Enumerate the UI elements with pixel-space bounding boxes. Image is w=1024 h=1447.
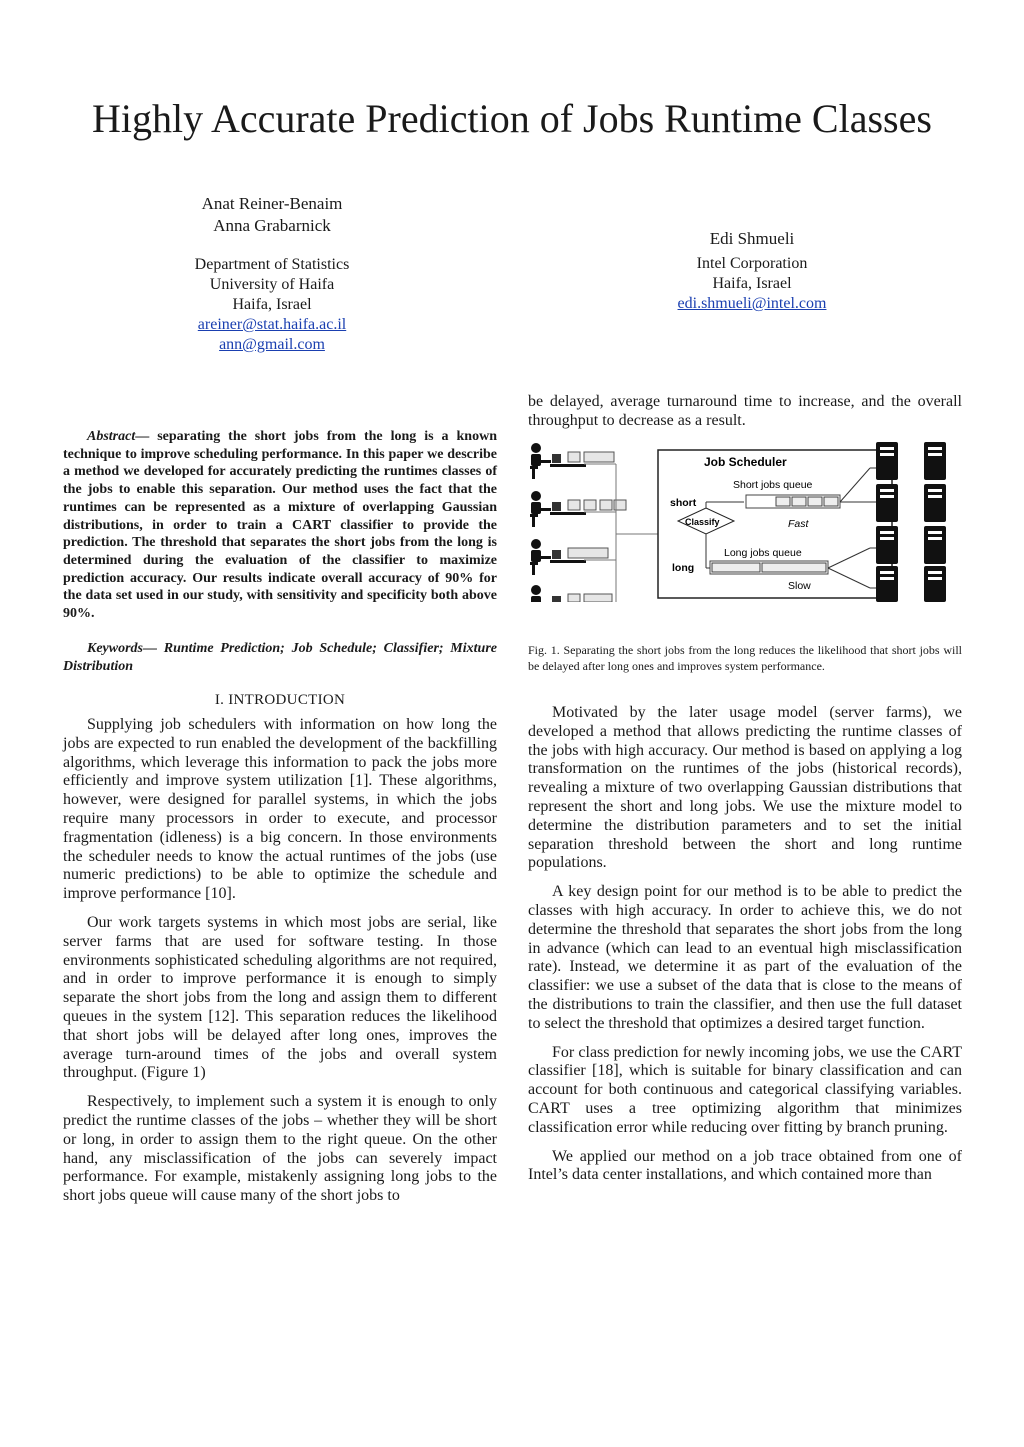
server-icon <box>924 484 946 522</box>
author-organization: Intel Corporation <box>696 255 808 272</box>
paragraph: For class prediction for newly incoming jobs, we use the CART classifier [18], which is suitable for binary classification and can account for both continuous and categorical classifying variables. CART uses a tree optimizing algorithm that minimizes classification error while reducing over fitting by branch pruning. <box>528 1043 962 1136</box>
author-university: University of Haifa <box>209 276 335 293</box>
fast-label: Fast <box>788 518 809 530</box>
keywords <box>63 640 497 675</box>
paragraph: Respectively, to implement such a system it is enough to only predict the runtime classes of the jobs – whether they will be short or long, in order to assign them to the right queue. On the other hand, any misclassification of the jobs can severely impact performance. For example, mistakenly assigning long jobs to the short jobs queue will cause many of the short jobs to <box>63 1093 497 1205</box>
authors-left <box>144 193 400 355</box>
author-department: Department of Statistics <box>194 256 350 273</box>
paragraph: Our work targets systems in which most jobs are serial, like server farms that are used for software testing. In those environments sophisticated scheduling algorithms are not required, and in order to improve performance it is enough to simply separate the short jobs from the long and assign them to different queues in the system [12]. This separation reduces the likelihood that short jobs will be delayed after long ones, improves the average turn-around times of the jobs and overall system throughput. (Figure 1) <box>63 913 497 1082</box>
server-icon <box>876 566 898 602</box>
classify-label: Classify <box>685 517 720 527</box>
right-column-continuation <box>528 393 962 441</box>
long-queue-label: Long jobs queue <box>724 547 802 559</box>
scheduler-title: Job Scheduler <box>704 455 787 469</box>
keywords-heading: Keywords <box>87 641 143 656</box>
section-heading: I. INTRODUCTION <box>214 692 346 708</box>
short-queue <box>746 495 840 508</box>
abstract-text: — separating the short jobs from the long is a known technique to improve scheduling performance. In this paper we describe a method we developed for accurately predicting the runtimes classes of the jobs to enable this separation. Our method uses the fact that the runtimes can be represented as a mixture of overlapping Gaussian distributions, in order to train a CART classifier to provide the prediction. The threshold that separates the short jobs from the long is determined during the evaluation of the classifier to maximize prediction accuracy. Our results indicate overall accuracy of 90% for the data set used in our study, with sensitivity and specificity both above 90%. <box>63 429 497 622</box>
keywords-text: — Runtime Prediction; Job Schedule; Classifier; Mixture Distribution <box>63 641 497 674</box>
author-name: Edi Shmueli <box>709 229 795 248</box>
paper-title: Highly Accurate Prediction of Jobs Runtime Classes <box>92 96 932 141</box>
abstract <box>63 428 497 623</box>
authors-right <box>622 228 882 314</box>
author-name: Anat Reiner-Benaim <box>201 194 343 213</box>
server-icons <box>876 442 946 602</box>
short-label: short <box>670 497 697 509</box>
figure-caption: Fig. 1. Separating the short jobs from the long reduces the likelihood that short jobs will be delayed after long ones and improves system performance. <box>528 643 962 673</box>
author-name: Anna Grabarnick <box>213 216 331 235</box>
server-icon <box>924 442 946 480</box>
slow-label: Slow <box>788 580 811 592</box>
intro-right-column <box>528 704 962 1195</box>
author-city: Haifa, Israel <box>712 275 792 292</box>
long-label: long <box>672 562 695 574</box>
author-email-link[interactable]: ann@gmail.com <box>219 336 325 353</box>
author-email-link[interactable]: edi.shmueli@intel.com <box>677 295 827 312</box>
intro-left-column <box>63 716 497 1216</box>
paragraph: We applied our method on a job trace obtained from one of Intel’s data center installations, and which contained more than <box>528 1147 962 1184</box>
author-email-link[interactable]: areiner@stat.haifa.ac.il <box>197 316 347 333</box>
submitted-job-boxes <box>568 452 626 602</box>
short-queue-label: Short jobs queue <box>733 479 813 491</box>
paragraph: be delayed, average turnaround time to increase, and the overall throughput to decrease as a result. <box>528 393 962 429</box>
long-queue <box>710 561 828 574</box>
server-icon <box>876 526 898 564</box>
user-icons <box>530 443 586 602</box>
paragraph: Motivated by the later usage model (server farms), we developed a method that allows predicting the runtime classes of the jobs with high accuracy. Our method is based on applying a log transformation on the runtimes of the jobs (historical records), revealing a mixture of two overlapping Gaussian distributions that represent the short and long jobs. We use the mixture model to determine the distribution parameters and to set the initial separation threshold between the short and long runtime populations. <box>528 704 962 872</box>
server-icon <box>924 526 946 564</box>
figure-job-scheduler <box>524 438 964 602</box>
server-icon <box>876 484 898 522</box>
server-icon <box>876 442 898 480</box>
server-icon <box>924 566 946 602</box>
paragraph: A key design point for our method is to be able to predict the classes with high accuracy. In order to achieve this, we do not determine the threshold that separates the short jobs from the long in advance (which can lead to an eventual high misclassification rate). Instead, we determine it as part of the evaluation of the classifier: we use a subset of the data that is close to the means of the distributions to train the classifier, and then use the full dataset to select the threshold that optimizes a desired target function. <box>528 883 962 1032</box>
abstract-heading: Abstract <box>87 429 136 444</box>
author-city: Haifa, Israel <box>232 296 312 313</box>
paragraph: Supplying job schedulers with information on how long the jobs are expected to run enabled the development of the backfilling algorithms, which leverage this information to pack the jobs more efficiently and improve system utilization [1]. These algorithms, however, were designed for parallel systems, in which the jobs require many processors in order to execute, and processor fragmentation (idleness) is a big concern. In those environments the scheduler needs to know the actual runtimes of the jobs (use numeric predictions) to be able to optimize the schedule and improve performance [10]. <box>63 716 497 903</box>
